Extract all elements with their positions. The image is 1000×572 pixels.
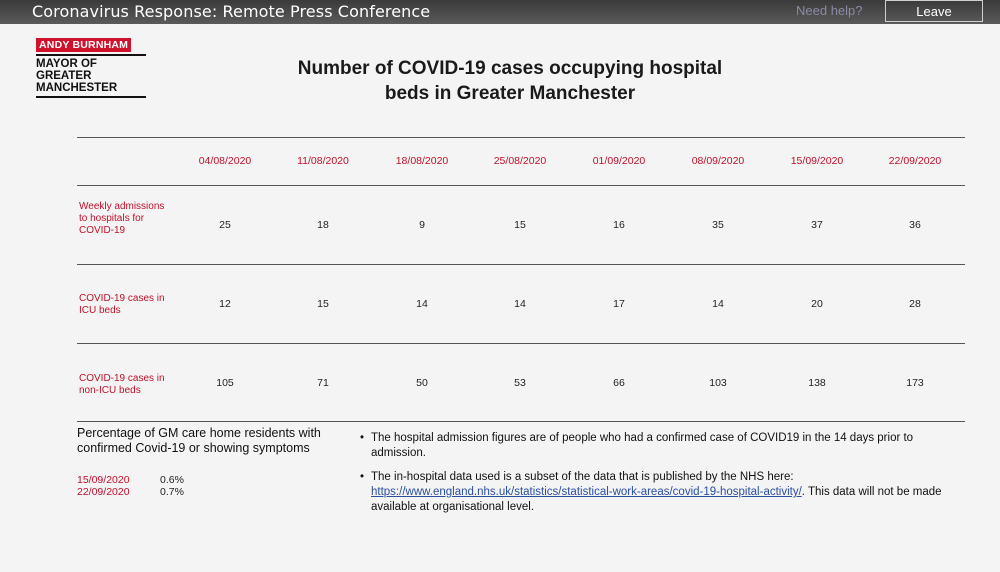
slide-title-line-1: Number of COVID-19 cases occupying hospital	[297, 58, 723, 79]
row-label-weekly-admissions: Weekly admissions to hospitals for COVID-19	[79, 201, 165, 236]
table-cell: 25	[219, 219, 231, 231]
row-label-icu-beds: COVID-19 cases in ICU beds	[79, 293, 165, 316]
brand-line-3: MANCHESTER	[36, 82, 118, 94]
leave-button[interactable]: Leave	[885, 0, 983, 22]
table-cell: 138	[808, 377, 826, 389]
brand-line-1: MAYOR OF	[36, 58, 97, 70]
table-rule-bottom	[77, 421, 965, 422]
nhs-data-link[interactable]: https://www.england.nhs.uk/statistics/statistical-work-areas/covid-19-hospital-activity/	[371, 486, 802, 498]
table-cell: 20	[811, 298, 823, 310]
date-header: 15/09/2020	[790, 155, 844, 167]
table-cell: 53	[514, 377, 526, 389]
care-home-date: 15/09/2020	[77, 474, 130, 486]
note-nhs-data	[360, 470, 965, 515]
row-label-non-icu-beds: COVID-19 cases in non-ICU beds	[79, 373, 165, 396]
date-header: 18/08/2020	[395, 155, 449, 167]
care-home-date: 22/09/2020	[77, 486, 130, 498]
table-cell: 103	[709, 377, 727, 389]
table-cell: 9	[419, 219, 425, 231]
conference-title: Coronavirus Response: Remote Press Conference	[32, 2, 431, 21]
table-rule-row-1	[77, 264, 965, 265]
table-cell: 105	[216, 377, 234, 389]
table-cell: 15	[514, 219, 526, 231]
date-header: 11/08/2020	[297, 155, 349, 167]
table-cell: 50	[416, 377, 428, 389]
table-cell: 28	[909, 298, 921, 310]
table-cell: 66	[613, 377, 625, 389]
table-rule-row-2	[77, 343, 965, 344]
brand-line-2: GREATER	[36, 70, 92, 82]
table-cell: 35	[712, 219, 724, 231]
table-cell: 17	[613, 298, 625, 310]
table-cell: 14	[712, 298, 724, 310]
date-header: 04/08/2020	[198, 155, 252, 167]
note-text: The in-hospital data used is a subset of the data that is published by the NHS here:	[371, 471, 794, 483]
brand-rule	[36, 54, 146, 56]
care-home-percentage: 0.6%	[160, 474, 184, 486]
table-cell: 18	[317, 219, 329, 231]
need-help-link[interactable]: Need help?	[796, 3, 863, 18]
note-text: The hospital admission figures are of people who had a confirmed case of COVID19 in the 14 days prior to admission.	[371, 432, 914, 459]
date-header: 25/08/2020	[493, 155, 547, 167]
table-cell: 12	[219, 298, 231, 310]
table-cell: 173	[906, 377, 924, 389]
conference-top-bar	[0, 0, 1000, 24]
table-cell: 36	[909, 219, 921, 231]
table-cell: 71	[317, 377, 329, 389]
table-cell: 14	[514, 298, 526, 310]
care-home-heading: Percentage of GM care home residents with confirmed Covid-19 or showing symptoms	[77, 426, 321, 455]
bullet: •	[360, 471, 365, 483]
bullet: •	[360, 432, 365, 444]
table-rule-header	[77, 185, 965, 186]
date-header: 22/09/2020	[888, 155, 942, 167]
care-home-percentage: 0.7%	[160, 486, 184, 498]
brand-name: ANDY BURNHAM	[36, 38, 131, 52]
table-cell: 16	[613, 219, 625, 231]
note-admission-figures	[360, 431, 965, 461]
notes-list	[360, 431, 965, 524]
slide-title-line-2: beds in Greater Manchester	[384, 83, 636, 104]
slide-title	[230, 56, 790, 106]
date-header: 08/09/2020	[691, 155, 745, 167]
mayor-logo	[36, 35, 146, 98]
date-header: 01/09/2020	[592, 155, 646, 167]
table-cell: 37	[811, 219, 823, 231]
table-rule-top	[77, 137, 965, 138]
table-cell: 14	[416, 298, 428, 310]
table-cell: 15	[317, 298, 329, 310]
note-text: . This data will not be made available at organisational level.	[371, 486, 942, 513]
